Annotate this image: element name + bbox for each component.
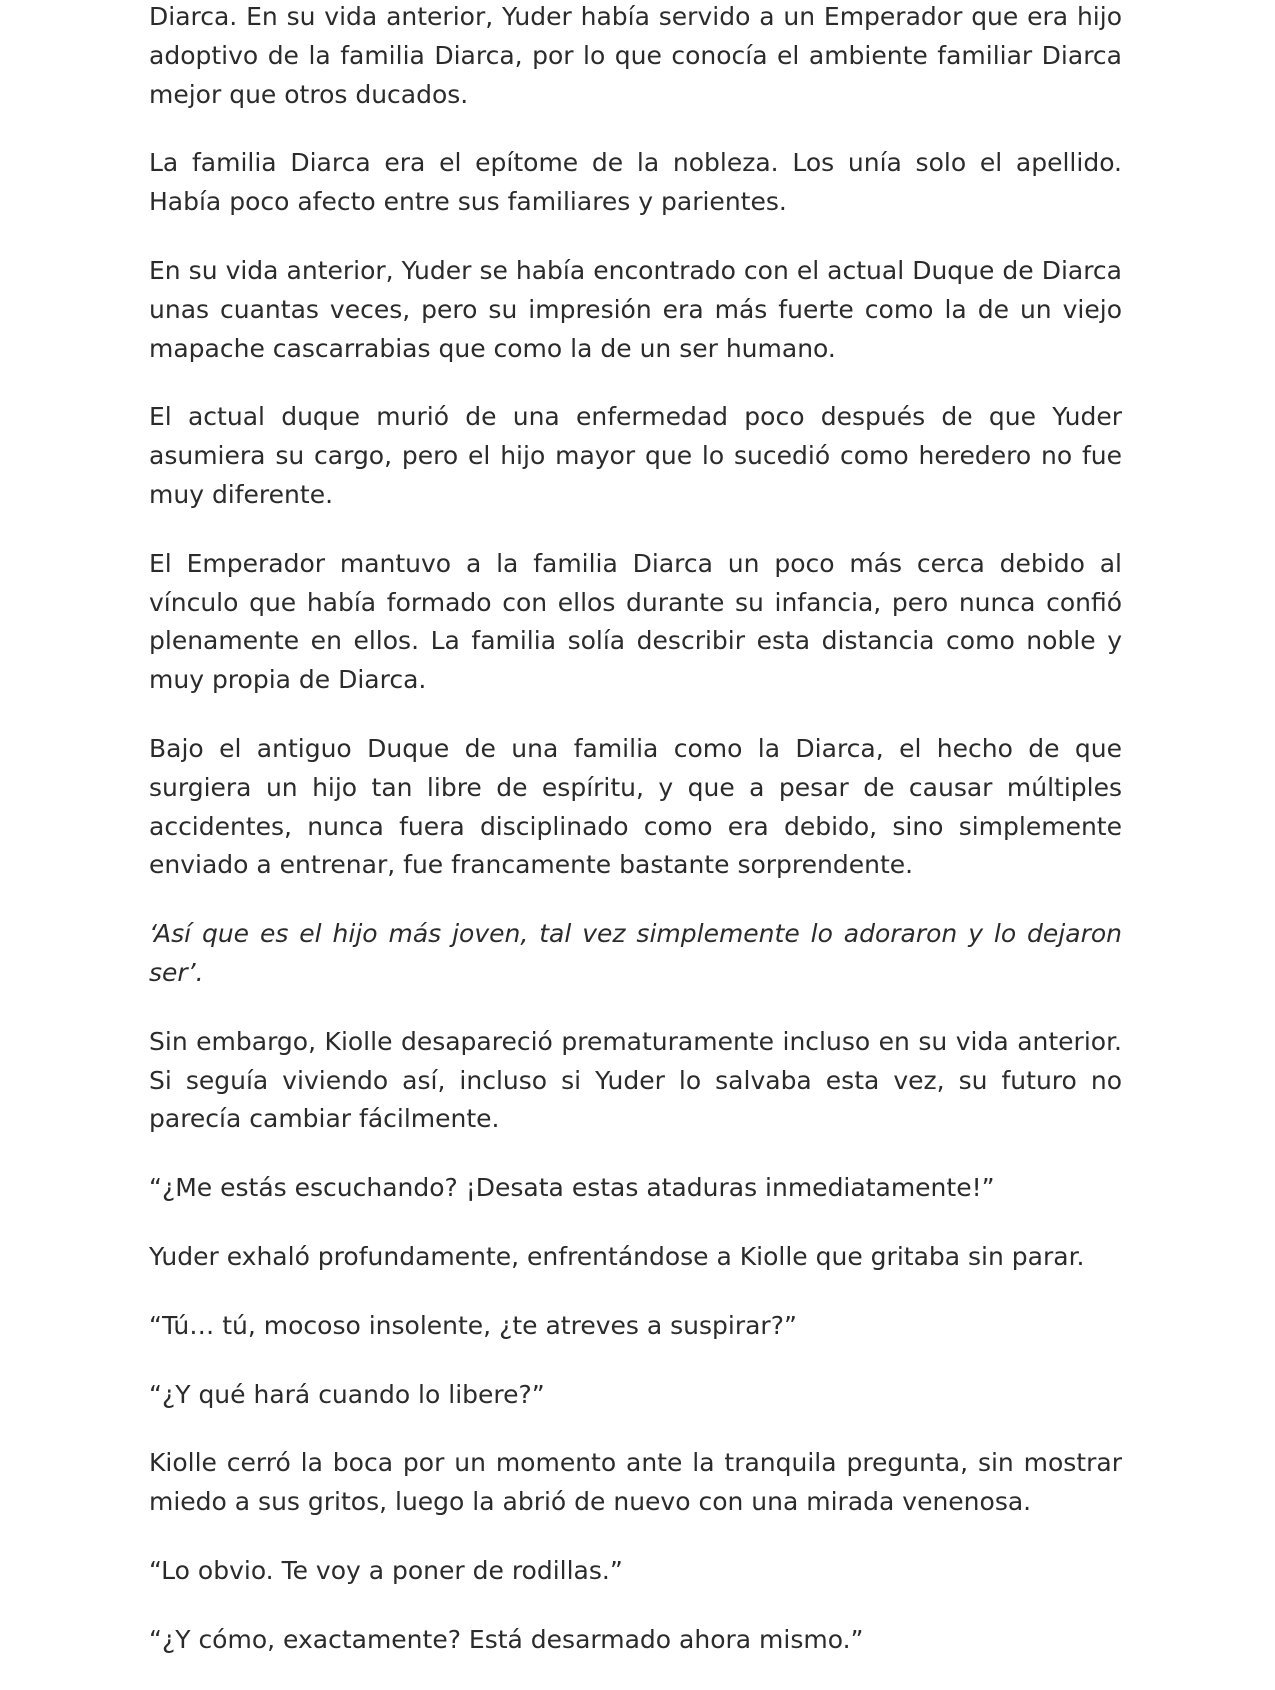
- paragraph: El actual duque murió de una enfermedad poco después de que Yuder asumiera su cargo, pero el hijo mayor que lo sucedió como heredero no fue muy diferente.: [149, 402, 1122, 509]
- dialogue-line: “¿Me estás escuchando? ¡Desata estas ataduras inmediatamente!”: [149, 1173, 995, 1203]
- paragraph: Yuder exhaló profundamente, enfrentándose a Kiolle que gritaba sin parar.: [149, 1241, 1085, 1271]
- paragraph: La familia Diarca era el epítome de la nobleza. Los unía solo el apellido. Había poco afecto entre sus familiares y parientes.: [149, 148, 1122, 217]
- paragraph: El Emperador mantuvo a la familia Diarca un poco más cerca debido al vínculo que había formado con ellos durante su infancia, pero nunca confió plenamente en ellos. La familia solía describir esta distancia como noble y muy propia de Diarca.: [149, 548, 1122, 695]
- document-page: [149, 0, 1122, 1690]
- inner-thought-paragraph: ‘Así que es el hijo más joven, tal vez simplemente lo adoraron y lo dejaron ser’.: [149, 919, 1122, 987]
- dialogue-line: “¿Y cómo, exactamente? Está desarmado ahora mismo.”: [149, 1624, 864, 1654]
- paragraph: Sin embargo, Kiolle desapareció prematuramente incluso en su vida anterior. Si seguía viviendo así, incluso si Yuder lo salvaba esta vez, su futuro no parecía cambiar fácilmente.: [149, 1026, 1122, 1134]
- dialogue-line: “Lo obvio. Te voy a poner de rodillas.”: [149, 1555, 623, 1585]
- dialogue-line: “Tú… tú, mocoso insolente, ¿te atreves a suspirar?”: [149, 1310, 797, 1340]
- paragraph: Kiolle cerró la boca por un momento ante la tranquila pregunta, sin mostrar miedo a sus gritos, luego la abrió de nuevo con una mirada venenosa.: [149, 1448, 1122, 1517]
- paragraph: Diarca. En su vida anterior, Yuder había servido a un Emperador que era hijo adoptivo de la familia Diarca, por lo que conocía el ambiente familiar Diarca mejor que otros ducados.: [149, 2, 1122, 109]
- paragraph: En su vida anterior, Yuder se había encontrado con el actual Duque de Diarca unas cuantas veces, pero su impresión era más fuerte como la de un viejo mapache cascarrabias que como la de un ser humano.: [149, 255, 1122, 363]
- paragraph: Bajo el antiguo Duque de una familia como la Diarca, el hecho de que surgiera un hijo tan libre de espíritu, y que a pesar de causar múltiples accidentes, nunca fuera disciplinado como era debido, sino simplemente enviado a entrenar, fue francamente bastante sorprendente.: [149, 733, 1122, 880]
- dialogue-line: “¿Y qué hará cuando lo libere?”: [149, 1379, 545, 1409]
